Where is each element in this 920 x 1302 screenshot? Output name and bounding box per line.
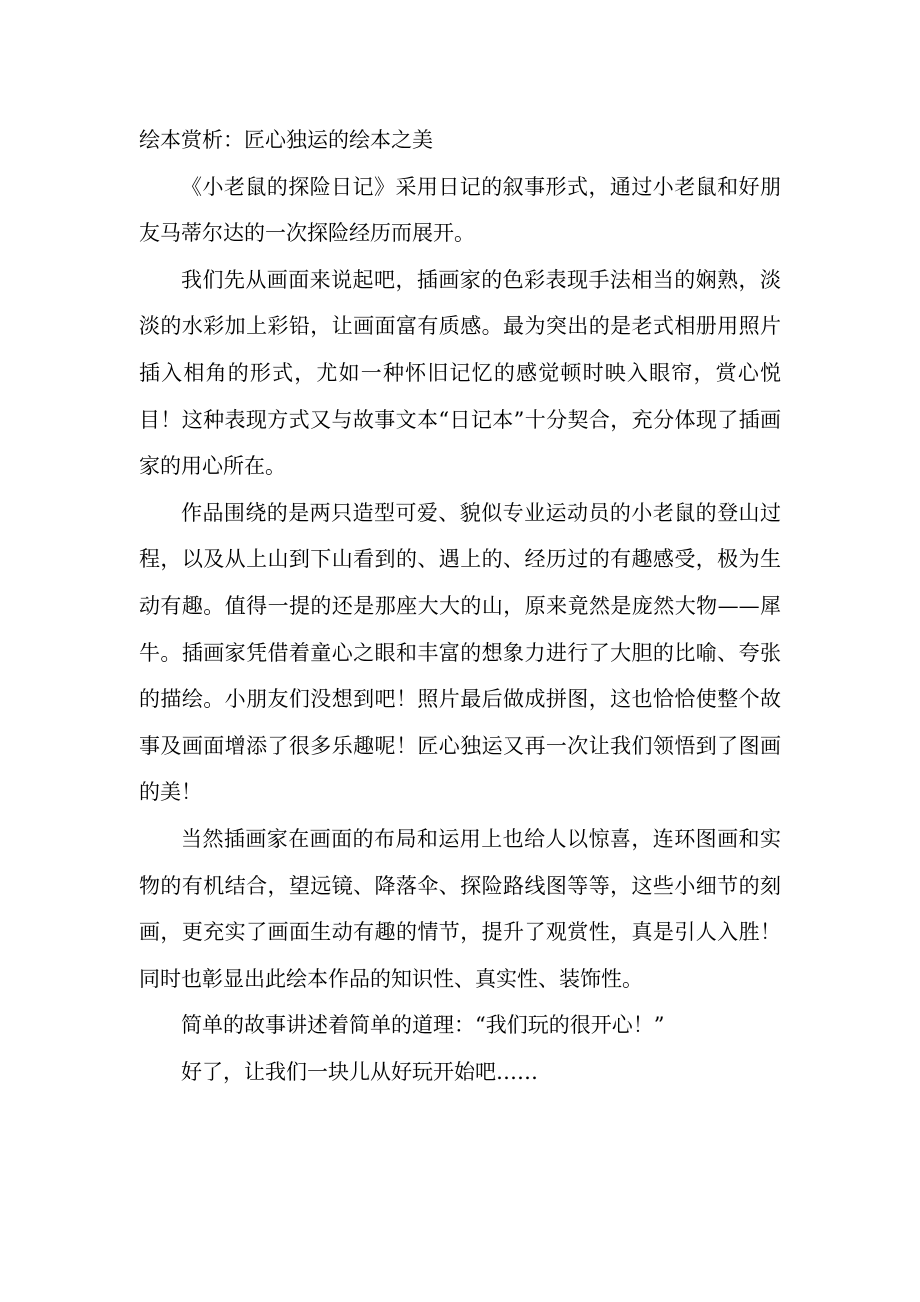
document-title: 绘本赏析：匠心独运的绘本之美 xyxy=(139,128,433,152)
paragraph-layout: 当然插画家在画面的布局和运用上也给人以惊喜，连环图画和实物的有机结合，望远镜、降落伞、探险路线图等等，这些小细节的刻画，更充实了画面生动有趣的情节，提升了观赏性，真是引人入胜！同时也彰显出此绘本作品的知识性、真实性、装饰性。 xyxy=(139,826,781,991)
paragraph-closing: 好了，让我们一块儿从好玩开始吧…… xyxy=(181,1059,538,1084)
paragraph-intro: 《小老鼠的探险日记》采用日记的叙事形式，通过小老鼠和好朋友马蒂尔达的一次探险经历而展开。 xyxy=(139,174,781,246)
paragraph-color-technique: 我们先从画面来说起吧，插画家的色彩表现手法相当的娴熟，淡淡的水彩加上彩铅，让画面富有质感。最为突出的是老式相册用照片插入相角的形式，尤如一种怀旧记忆的感觉顿时映入眼帘，赏心悦目！这种表现方式又与故事文本“日记本”十分契合，充分体现了插画家的用心所在。 xyxy=(139,267,781,479)
document-body xyxy=(139,117,781,1095)
paragraph-simple-truth: 简单的故事讲述着简单的道理：“我们玩的很开心！” xyxy=(181,1013,665,1038)
paragraph-story-content: 作品围绕的是两只造型可爱、貌似专业运动员的小老鼠的登山过程，以及从上山到下山看到的、遇上的、经历过的有趣感受，极为生动有趣。值得一提的还是那座大大的山，原来竟然是庞然大物——犀牛。插画家凭借着童心之眼和丰富的想象力进行了大胆的比喻、夸张的描绘。小朋友们没想到吧！照片最后做成拼图，这也恰恰使整个故事及画面增添了很多乐趣呢！匠心独运又再一次让我们领悟到了图画的美！ xyxy=(139,500,781,805)
